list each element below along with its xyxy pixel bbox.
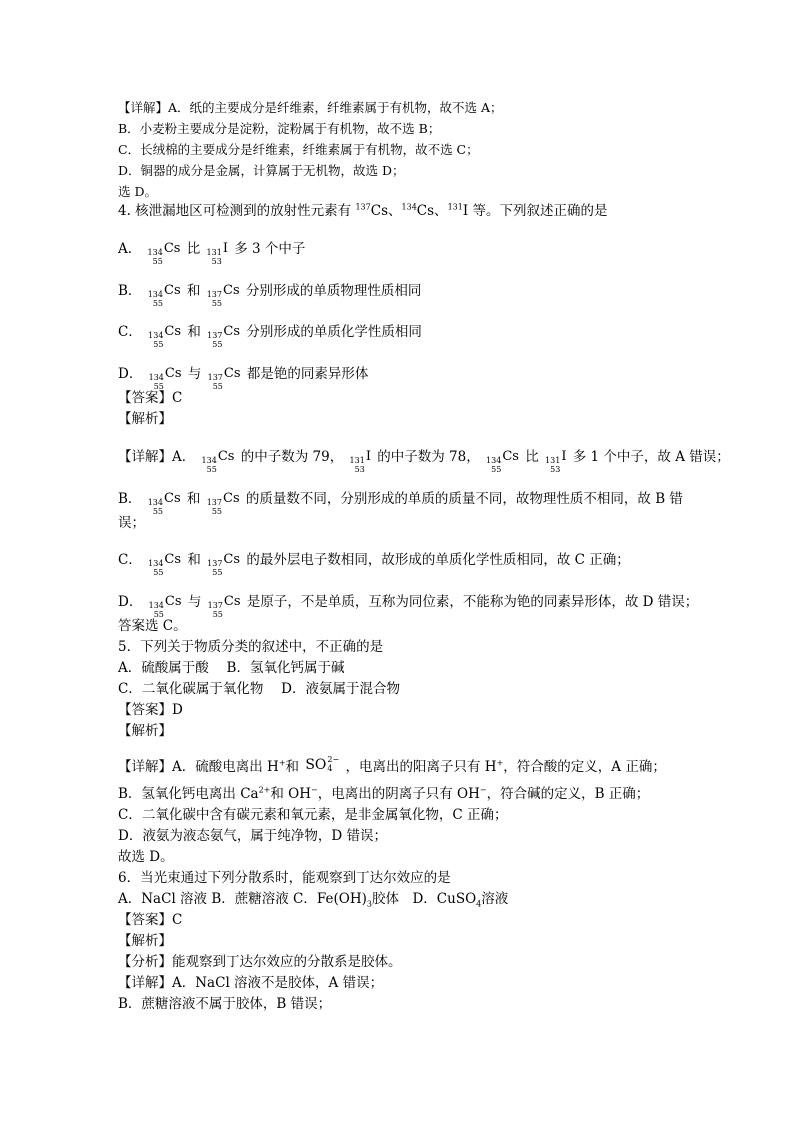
sulfate-ion: SO 2− 4 bbox=[305, 755, 340, 773]
q5-analysis-label: 【解析】 bbox=[118, 723, 172, 739]
q4-explain-b: B． 134 55 Cs 和 137 55 Cs 的质量数不同，分别形成的单质的质量不同，故物理性质不相同，故 B 错 bbox=[118, 491, 683, 516]
q5-stem: 5．下列关于物质分类的叙述中，不正确的是 bbox=[118, 639, 384, 655]
cs134-isotope: 134 55 Cs bbox=[486, 449, 519, 474]
cs134-isotope: 134 55 Cs bbox=[148, 324, 182, 349]
cs134-isotope: 134 55 Cs bbox=[148, 594, 182, 619]
q6-explain-a: 【详解】A．NaCl 溶液不是胶体，A 错误； bbox=[118, 975, 384, 991]
q5-explain-d: D．液氨为液态氨气，属于纯净物，D 错误； bbox=[118, 828, 387, 844]
q4-explain-b-wrap: 误； bbox=[118, 515, 145, 531]
cs134-isotope: 134 55 Cs bbox=[201, 449, 235, 474]
q6-analysis-label: 【解析】 bbox=[118, 933, 172, 949]
q5-explain-a: 【详解】A．硫酸电离出 H+和 SO 2− 4 ，电离出的阳离子只有 H+，符合酸的定义，A 正确； bbox=[118, 759, 666, 782]
q4-option-b: B． 134 55 Cs 和 137 55 Cs 分别形成的单质物理性质相同 bbox=[118, 283, 422, 308]
q4-conclusion: 答案选 C。 bbox=[118, 618, 187, 634]
cs134-isotope: 134 55 Cs bbox=[147, 491, 181, 516]
q5-options-cd: C．二氧化碳属于氧化物 D．液氨属于混合物 bbox=[118, 681, 400, 697]
q6-answer: 【答案】C bbox=[118, 912, 183, 928]
q6-stem: 6．当光束通过下列分散系时，能观察到丁达尔效应的是 bbox=[118, 870, 451, 886]
q4-option-a: A． 134 55 Cs 比 131 53 I 多 3 个中子 bbox=[118, 241, 306, 266]
cs137-isotope: 137 55 Cs bbox=[207, 552, 241, 577]
cs134-isotope: 134 55 Cs bbox=[147, 241, 181, 266]
q4-option-c: C． 134 55 Cs 和 137 55 Cs 分别形成的单质化学性质相同 bbox=[118, 324, 422, 349]
cs137-isotope: 137 55 Cs bbox=[206, 491, 240, 516]
cs137-isotope: 137 55 Cs bbox=[207, 594, 241, 619]
cs134-isotope: 134 55 Cs bbox=[148, 552, 182, 577]
q5-answer: 【答案】D bbox=[118, 702, 183, 718]
i131-isotope: 131 53 I bbox=[545, 449, 567, 474]
q4-analysis-label: 【解析】 bbox=[118, 411, 172, 427]
q6-explain-b: B．蔗糖溶液不属于胶体，B 错误； bbox=[118, 996, 332, 1012]
q6-fenxi: 【分析】能观察到丁达尔效应的分散系是胶体。 bbox=[118, 954, 402, 970]
q4-explain-d: D． 134 55 Cs 与 137 55 Cs 是原子，不是单质，互称为同位素，不能称为铯的同素异形体，故 D 错误； bbox=[118, 594, 699, 619]
i131-isotope: 131 53 I bbox=[349, 449, 371, 474]
cs137-isotope: 137 55 Cs bbox=[207, 366, 241, 391]
i131-isotope: 131 53 I bbox=[206, 241, 228, 266]
q5-explain-b: B．氢氧化钙电离出 $Ca^{2+}$和 OH−，电离出的阴离子只有 OH−，符合碱的定义，B 正确； bbox=[118, 785, 650, 802]
q3-explain-a: 【详解】A．纸的主要成分是纤维素，纤维素属于有机物，故不选 A； bbox=[118, 100, 503, 115]
cs134-isotope: 134 55 Cs bbox=[147, 283, 181, 308]
q4-stem: 4. 核泄漏地区可检测到的放射性元素有 $^{137}$Cs、$^{134}$Cs、$^{131}$I 等。下列叙述正确的是 bbox=[118, 202, 608, 219]
q4-explain-a: 【详解】A． 134 55 Cs 的中子数为 79， 131 53 I 的中子数为 78， 134 55 Cs 比 131 53 I 多 1 个中子，故 A 错误； bbox=[118, 449, 730, 474]
q4-answer: 【答案】C bbox=[118, 390, 183, 406]
cs137-isotope: 137 55 Cs bbox=[207, 324, 241, 349]
q3-explain-b: B．小麦粉主要成分是淀粉，淀粉属于有机物，故不选 B； bbox=[118, 121, 441, 136]
q5-conclusion: 故选 D。 bbox=[118, 849, 174, 865]
q3-explain-d: D．铜器的成分是金属，计算属于无机物，故选 D； bbox=[118, 163, 405, 178]
q4-explain-c: C． 134 55 Cs 和 137 55 Cs 的最外层电子数相同，故形成的单质化学性质相同，故 C 正确； bbox=[118, 552, 630, 577]
q5-explain-c: C．二氧化碳中含有碳元素和氧元素，是非金属氧化物，C 正确； bbox=[118, 807, 508, 823]
q4-option-d: D． 134 55 Cs 与 137 55 Cs 都是铯的同素异形体 bbox=[118, 366, 369, 391]
cs134-isotope: 134 55 Cs bbox=[148, 366, 182, 391]
cs137-isotope: 137 55 Cs bbox=[206, 283, 240, 308]
q5-options-ab: A．硫酸属于酸 B．氢氧化钙属于碱 bbox=[118, 660, 345, 676]
q3-explain-c: C．长绒棉的主要成分是纤维素，纤维素属于有机物，故不选 C； bbox=[118, 142, 479, 157]
q6-options: A．NaCl 溶液 B．蔗糖溶液 C．$Fe(OH)_3$胶体 D．CuSO$_4$溶液 bbox=[118, 891, 509, 909]
q3-conclusion: 选 D。 bbox=[118, 184, 157, 199]
